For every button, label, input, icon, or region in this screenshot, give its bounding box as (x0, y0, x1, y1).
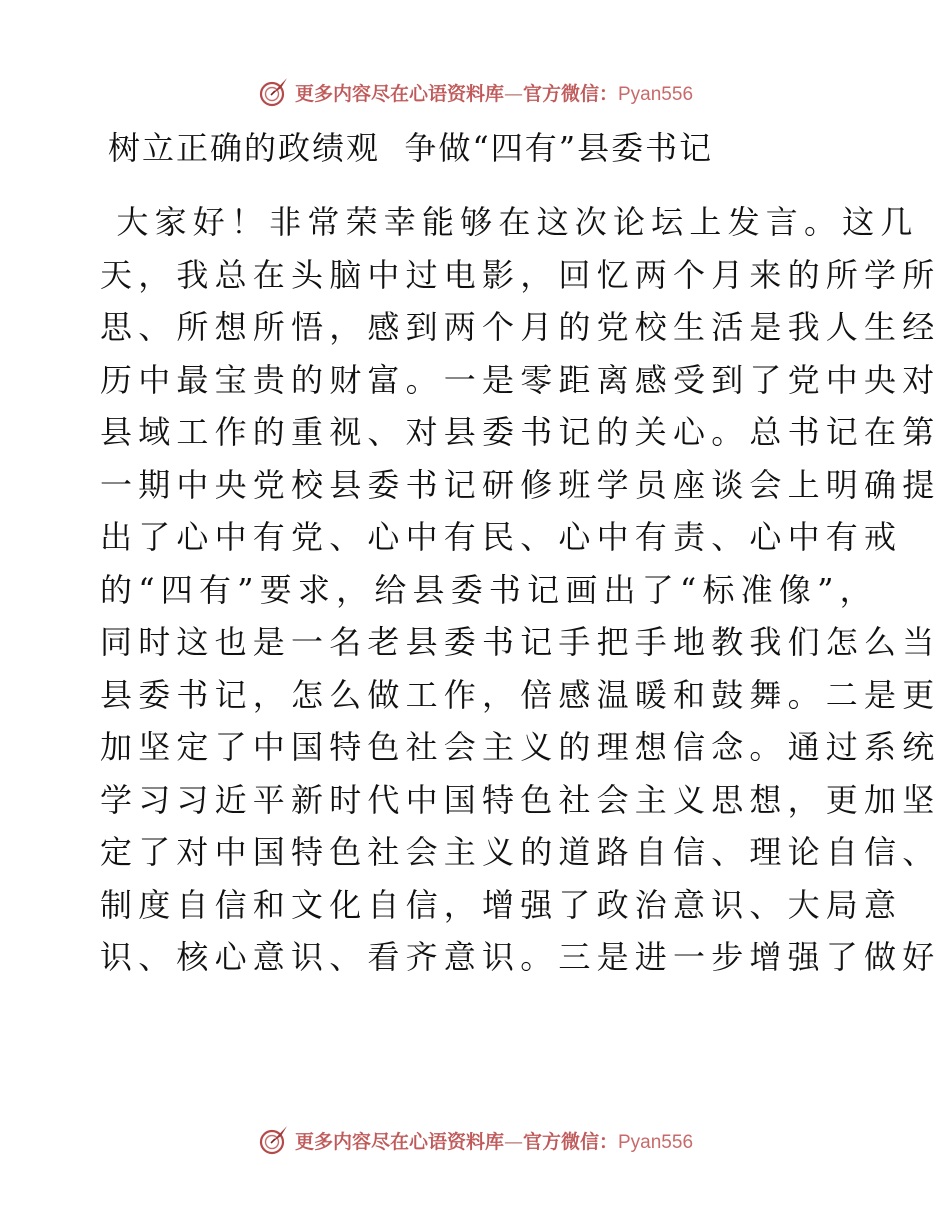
body-line: 同时这也是一名老县委书记手把手地教我们怎么当 (100, 623, 941, 661)
body-line: 的“四有”要求，给县委书记画出了“标准像”， (100, 570, 878, 609)
body-line: 一期中央党校县委书记研修班学员座谈会上明确提 (100, 465, 941, 504)
document-body (100, 196, 941, 984)
body-line: 县委书记，怎么做工作，倍感温暖和鼓舞。二是更 (100, 675, 941, 714)
body-line: 天，我总在头脑中过电影，回忆两个月来的所学所 (100, 255, 941, 294)
header-watermark-banner (0, 72, 950, 112)
document-title: 树立正确的政绩观 争做“四有”县委书记 (108, 129, 714, 167)
body-line: 加坚定了中国特色社会主义的理想信念。通过系统 (100, 728, 941, 766)
footer-watermark-text: 更多内容尽在心语资料库—官方微信：Pyan556 (294, 1130, 694, 1153)
feather-pen-logo-icon (257, 75, 291, 109)
body-line: 学习习近平新时代中国特色社会主义思想，更加坚 (100, 780, 941, 819)
body-line: 思、所想所悟，感到两个月的党校生活是我人生经 (100, 308, 941, 346)
header-watermark-text: 更多内容尽在心语资料库—官方微信：Pyan556 (294, 82, 694, 105)
body-line: 大家好！非常荣幸能够在这次论坛上发言。这几 (100, 203, 919, 241)
footer-watermark-banner (0, 1120, 950, 1160)
body-line: 识、核心意识、看齐意识。三是进一步增强了做好 (100, 938, 941, 976)
feather-pen-logo-icon (257, 1123, 291, 1157)
body-line: 历中最宝贵的财富。一是零距离感受到了党中央对 (100, 360, 941, 399)
footer-wechat-id: Pyan556 (618, 1131, 694, 1153)
body-line: 出了心中有党、心中有民、心中有责、心中有戒 (100, 518, 903, 556)
body-line: 县域工作的重视、对县委书记的关心。总书记在第 (100, 413, 941, 451)
header-wechat-id: Pyan556 (618, 83, 694, 105)
body-line: 定了对中国特色社会主义的道路自信、理论自信、 (100, 833, 941, 871)
body-line: 制度自信和文化自信，增强了政治意识、大局意 (100, 885, 903, 924)
